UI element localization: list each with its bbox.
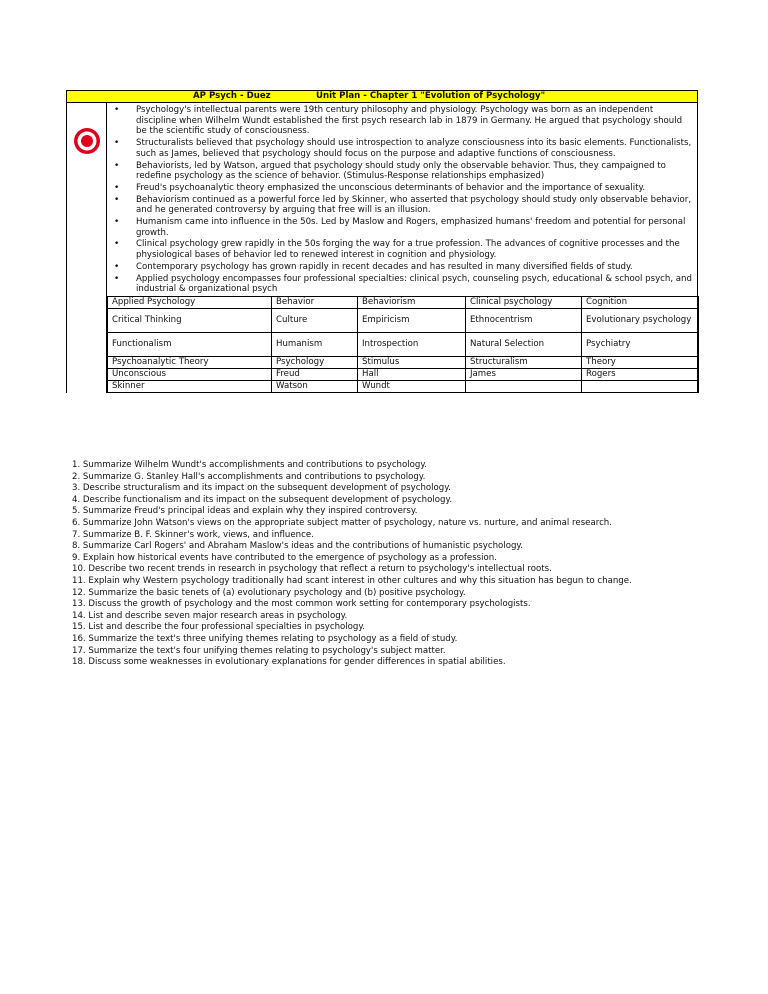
icon-column — [67, 103, 107, 393]
bullet-item: • Behaviorism continued as a powerful force led by Skinner, who asserted that psychology should study only observable behavior, and he generated controversy by arguing that free will is an illusion. — [107, 195, 693, 216]
bullet-item: • Clinical psychology grew rapidly in the 50s forging the way for a true profession. The advances of cognitive processes and the physiological bases of behavior led to renewed interest in cognition and physiology. — [107, 239, 693, 260]
question-item: 3. Describe structuralism and its impact on the subsequent development of psychology. — [72, 483, 451, 494]
question-item: 15. List and describe the four professional specialties in psychology. — [72, 622, 365, 633]
question-item: 14. List and describe seven major research areas in psychology. — [72, 610, 348, 621]
table-cell: James — [466, 368, 582, 380]
header-bar — [66, 90, 698, 103]
table-cell: Stimulus — [358, 356, 466, 368]
table-row — [108, 332, 699, 356]
table-cell: Applied Psychology — [108, 296, 272, 308]
study-questions — [72, 460, 632, 669]
table-cell: Psychology — [272, 356, 358, 368]
bullet-item: • Structuralists believed that psychology should use introspection to analyze consciousness into its basic elements. Functionalists, such as James, believed that psychology should focus on the purpose and adaptive functions of consciousness. — [107, 138, 693, 159]
table-cell: Introspection — [358, 332, 466, 356]
question-item: 9. Explain how historical events have contributed to the emergence of psychology as a profession. — [72, 552, 497, 563]
unit-title: Unit Plan - Chapter 1 "Evolution of Psychology" — [316, 91, 546, 101]
table-cell: Watson — [272, 380, 358, 392]
table-cell: Theory — [582, 356, 699, 368]
table-cell: Behavior — [272, 296, 358, 308]
table-cell: Evolutionary psychology — [582, 308, 699, 332]
content-block — [66, 103, 698, 393]
table-cell: Functionalism — [108, 332, 272, 356]
question-item: 7. Summarize B. F. Skinner's work, views, and influence. — [72, 529, 314, 540]
question-item: 4. Describe functionalism and its impact on the subsequent development of psychology. — [72, 494, 453, 505]
table-cell: Culture — [272, 308, 358, 332]
question-item: 2. Summarize G. Stanley Hall's accomplishments and contributions to psychology. — [72, 471, 426, 482]
bullet-item: • Freud's psychoanalytic theory emphasized the unconscious determinants of behavior and the importance of sexuality. — [107, 183, 693, 194]
question-item: 1. Summarize Wilhelm Wundt's accomplishments and contributions to psychology. — [72, 460, 427, 470]
course-title: AP Psych - Duez — [193, 91, 271, 101]
table-row — [108, 356, 699, 368]
question-item: 17. Summarize the text's four unifying themes relating to psychology's subject matter. — [72, 645, 446, 656]
table-cell: Behaviorism — [358, 296, 466, 308]
question-item: 8. Summarize Carl Rogers' and Abraham Maslow's ideas and the contributions of humanistic psychology. — [72, 541, 523, 552]
table-cell: Hall — [358, 368, 466, 380]
table-cell — [582, 380, 699, 392]
table-cell: Rogers — [582, 368, 699, 380]
bullet-item: • Applied psychology encompasses four professional specialties: clinical psych, counseling psych, educational & school psych, and industrial & organizational psych — [107, 274, 693, 295]
question-item: 10. Describe two recent trends in research in psychology that reflect a return to psychology's intellectual roots. — [72, 564, 552, 575]
bullet-item: • Contemporary psychology has grown rapidly in recent decades and has resulted in many diversified fields of study. — [107, 262, 693, 273]
vocabulary-table — [107, 296, 699, 393]
table-cell — [466, 380, 582, 392]
table-cell: Cognition — [582, 296, 699, 308]
table-cell: Clinical psychology — [466, 296, 582, 308]
table-cell: Psychiatry — [582, 332, 699, 356]
table-cell: Ethnocentrism — [466, 308, 582, 332]
bullet-item: • Behaviorists, led by Watson, argued that psychology should study only the observable behavior. Thus, they campaigned to redefine psychology as the science of behavior. (Stimulus-Response relationships emphasized) — [107, 161, 693, 182]
question-item: 5. Summarize Freud's principal ideas and explain why they inspired controversy. — [72, 506, 418, 517]
table-cell: Humanism — [272, 332, 358, 356]
table-row — [108, 368, 699, 380]
bullet-item: • Humanism came into influence in the 50s. Led by Maslow and Rogers, emphasized humans' freedom and potential for personal growth. — [107, 217, 693, 238]
bullet-item: • Psychology's intellectual parents were 19th century philosophy and physiology. Psychology was born as an independent discipline when Wilhelm Wundt established the first psych research lab in 1879 in Germany. He argued that psychology should be the scientific study of consciousness. — [107, 105, 693, 137]
table-cell: Structuralism — [466, 356, 582, 368]
question-item: 13. Discuss the growth of psychology and the most common work setting for contemporary psychologists. — [72, 599, 531, 610]
table-cell: Skinner — [108, 380, 272, 392]
question-item: 11. Explain why Western psychology traditionally had scant interest in other cultures and why this situation has begun to change. — [72, 575, 632, 586]
table-cell: Psychoanalytic Theory — [108, 356, 272, 368]
table-cell: Natural Selection — [466, 332, 582, 356]
table-row — [108, 296, 699, 308]
table-row — [108, 308, 699, 332]
question-item: 18. Discuss some weaknesses in evolutionary explanations for gender differences in spatial abilities. — [72, 657, 506, 668]
table-cell: Empiricism — [358, 308, 466, 332]
summary-bullets — [107, 103, 697, 295]
table-cell: Wundt — [358, 380, 466, 392]
question-item: 16. Summarize the text's three unifying themes relating to psychology as a field of study. — [72, 633, 458, 644]
target-icon — [73, 127, 101, 155]
table-cell: Freud — [272, 368, 358, 380]
question-item: 12. Summarize the basic tenets of (a) evolutionary psychology and (b) positive psychology. — [72, 587, 466, 598]
question-item: 6. Summarize John Watson's views on the appropriate subject matter of psychology, nature vs. nurture, and animal research. — [72, 517, 612, 528]
table-row — [108, 380, 699, 392]
table-cell: Critical Thinking — [108, 308, 272, 332]
table-cell: Unconscious — [108, 368, 272, 380]
unit-plan-sheet — [66, 90, 698, 393]
